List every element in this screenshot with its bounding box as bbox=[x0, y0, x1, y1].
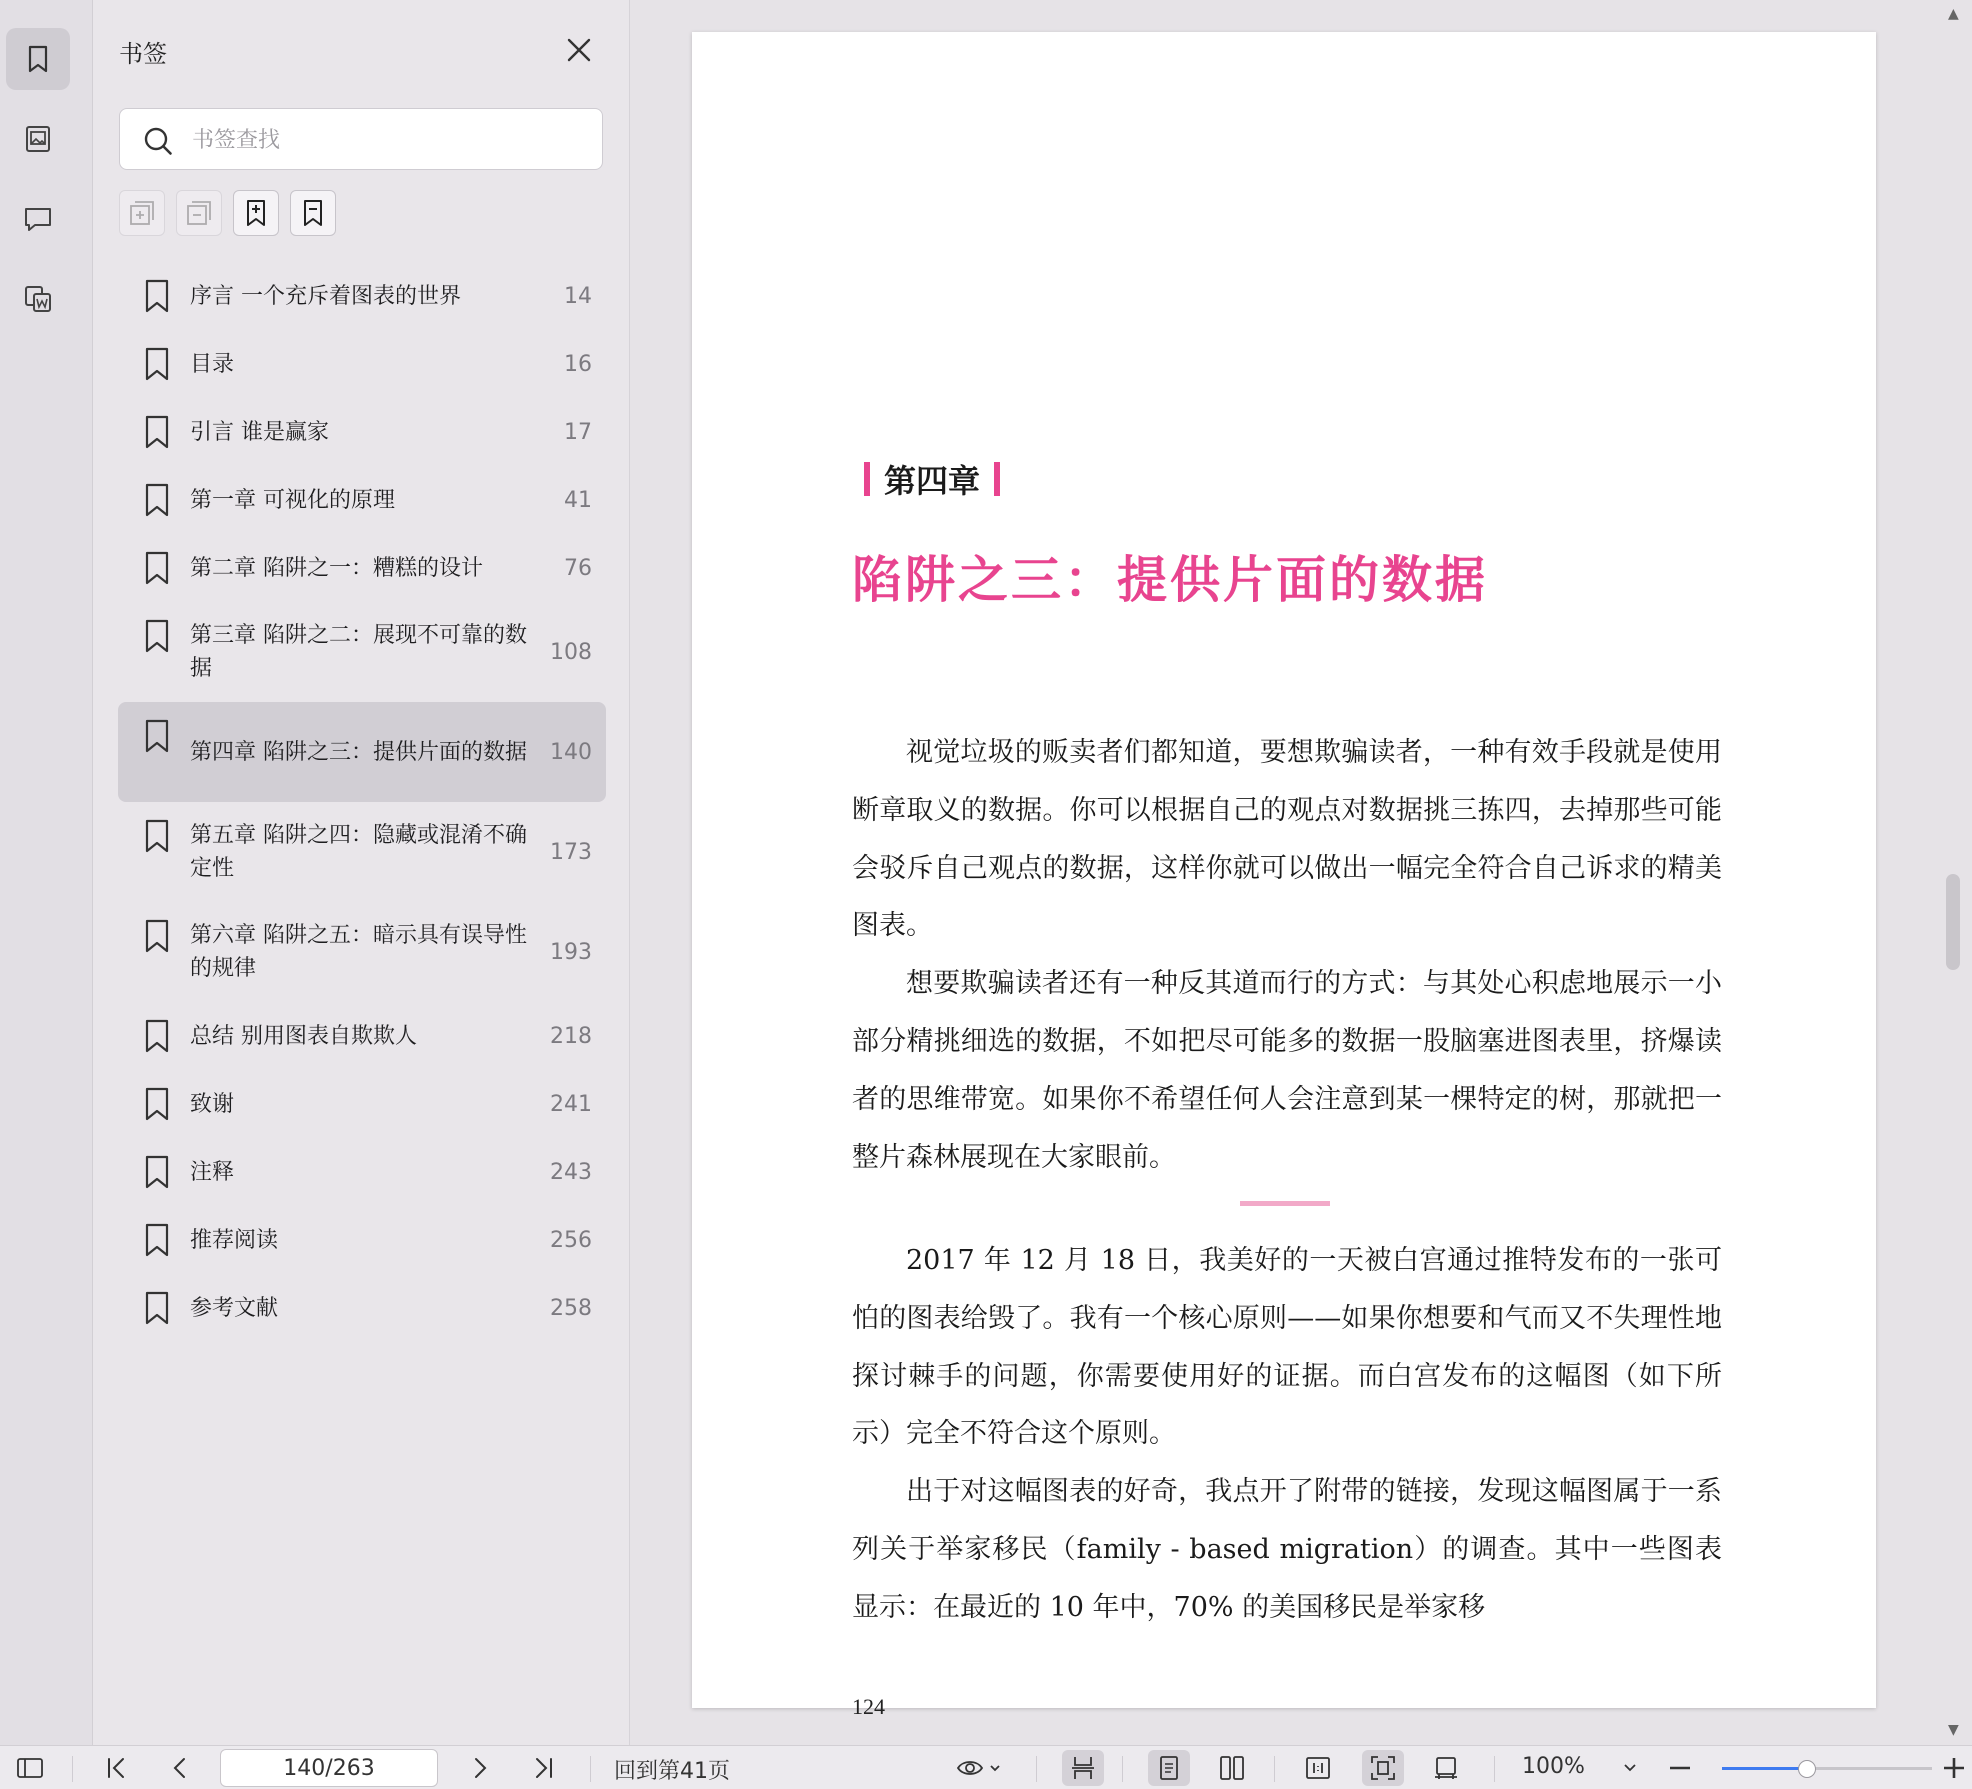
bookmark-item[interactable] bbox=[118, 702, 606, 802]
view-mode-dropdown[interactable] bbox=[950, 1750, 1010, 1786]
close-panel-button[interactable] bbox=[563, 34, 595, 66]
document-page bbox=[692, 32, 1876, 1719]
bookmark-icon bbox=[140, 1220, 174, 1260]
collapse-all-button[interactable] bbox=[176, 190, 222, 236]
chapter-title: 陷阱之三：提供片面的数据 bbox=[852, 550, 1488, 609]
bookmark-icon bbox=[140, 480, 174, 520]
bookmark-icon bbox=[140, 816, 174, 856]
bottom-toolbar bbox=[0, 1745, 1972, 1789]
vertical-scrollbar-thumb[interactable] bbox=[1946, 874, 1960, 970]
single-page-icon bbox=[1154, 1753, 1184, 1783]
bookmark-item[interactable] bbox=[118, 802, 606, 902]
bookmark-icon bbox=[140, 344, 174, 384]
bookmark-icon bbox=[140, 1084, 174, 1124]
bookmark-item[interactable] bbox=[118, 466, 606, 534]
bookmark-item[interactable] bbox=[118, 262, 606, 330]
body-section-2 bbox=[852, 1232, 1722, 1637]
chapter-tag-bar-left bbox=[864, 462, 870, 496]
bookmark-icon bbox=[140, 916, 174, 956]
bookmark-page-number: 140 bbox=[550, 739, 592, 765]
toggle-sidebar-button[interactable] bbox=[12, 1750, 48, 1786]
two-page-view-button[interactable] bbox=[1214, 1750, 1250, 1786]
bookmark-page-number: 193 bbox=[550, 939, 592, 965]
expand-all-button[interactable] bbox=[119, 190, 165, 236]
divider bbox=[1036, 1756, 1037, 1782]
bookmark-item[interactable] bbox=[118, 1138, 606, 1206]
bookmark-icon bbox=[140, 716, 174, 756]
first-page-button[interactable] bbox=[98, 1750, 134, 1786]
panel-title: 书签 bbox=[119, 40, 167, 68]
body-section-1 bbox=[852, 724, 1722, 1186]
word-convert-toggle[interactable] bbox=[6, 268, 70, 330]
minus-icon bbox=[1665, 1753, 1695, 1783]
bookmark-label: 第四章 陷阱之三：提供片面的数据 bbox=[190, 739, 527, 765]
rotate-icon bbox=[1431, 1753, 1461, 1783]
bookmark-icon bbox=[140, 412, 174, 452]
left-icon-rail bbox=[0, 0, 93, 1745]
remove-bookmark-icon bbox=[298, 198, 328, 228]
bookmark-panel bbox=[93, 0, 630, 1745]
single-page-view-button[interactable] bbox=[1148, 1750, 1190, 1786]
chevron-left-icon bbox=[165, 1753, 195, 1783]
bookmark-page-number: 173 bbox=[550, 839, 592, 865]
scroll-down-arrow[interactable]: ▼ bbox=[1948, 1722, 1959, 1738]
zoom-level[interactable]: 100% bbox=[1522, 1754, 1585, 1779]
bookmark-search-input[interactable] bbox=[190, 109, 594, 171]
chevron-down-icon bbox=[1615, 1753, 1645, 1783]
bookmark-page-number: 243 bbox=[550, 1159, 592, 1185]
bookmark-page-number: 17 bbox=[564, 419, 592, 445]
convert-to-word-icon bbox=[21, 282, 55, 316]
actual-size-button[interactable] bbox=[1300, 1750, 1336, 1786]
divider bbox=[1274, 1756, 1275, 1782]
eye-icon bbox=[955, 1753, 1005, 1783]
divider bbox=[1494, 1756, 1495, 1782]
paragraph: 2017 年 12 月 18 日，我美好的一天被白宫通过推特发布的一张可怕的图表给毁了。我有一个核心原则——如果你想要和气而又不失理性地探讨棘手的问题，你需要使用好的证据。而白宫发布的这幅图（如下所示）完全不符合这个原则。 bbox=[852, 1245, 1722, 1450]
search-icon bbox=[142, 125, 174, 157]
comment-panel-toggle[interactable] bbox=[6, 188, 70, 250]
paragraph: 视觉垃圾的贩卖者们都知道，要想欺骗读者，一种有效手段就是使用断章取义的数据。你可以根据自己的观点对数据挑三拣四，去掉那些可能会驳斥自己观点的数据，这样你就可以做出一幅完全符合自己诉求的精美图表。 bbox=[852, 737, 1722, 942]
fit-width-button[interactable] bbox=[1062, 1750, 1104, 1786]
two-page-icon bbox=[1217, 1753, 1247, 1783]
plus-icon bbox=[1939, 1753, 1969, 1783]
bookmark-item[interactable] bbox=[118, 330, 606, 398]
chapter-tag-text: 第四章 bbox=[884, 462, 981, 500]
bookmark-page-number: 218 bbox=[550, 1023, 592, 1049]
chapter-tag bbox=[864, 456, 1014, 502]
chapter-tag-bar-right bbox=[994, 462, 1000, 496]
expand-all-icon bbox=[127, 198, 157, 228]
previous-page-button[interactable] bbox=[162, 1750, 198, 1786]
bookmark-icon bbox=[140, 616, 174, 656]
divider bbox=[1122, 1756, 1123, 1782]
bookmark-label: 第六章 陷阱之五：暗示具有误导性的规律 bbox=[190, 923, 527, 981]
bookmark-page-number: 14 bbox=[564, 283, 592, 309]
bookmark-search-box bbox=[119, 108, 603, 170]
fit-width-icon bbox=[1068, 1753, 1098, 1783]
zoom-slider[interactable] bbox=[1722, 1767, 1932, 1770]
bookmark-label: 序言 一个充斥着图表的世界 bbox=[190, 283, 461, 309]
bookmark-page-number: 41 bbox=[564, 487, 592, 513]
bookmark-label: 目录 bbox=[190, 351, 235, 377]
bookmark-icon bbox=[21, 42, 55, 76]
bookmark-toolbar bbox=[119, 190, 336, 236]
next-page-button[interactable] bbox=[462, 1750, 498, 1786]
bookmark-item[interactable] bbox=[118, 1002, 606, 1070]
add-bookmark-button[interactable] bbox=[233, 190, 279, 236]
collapse-all-icon bbox=[184, 198, 214, 228]
last-page-button[interactable] bbox=[526, 1750, 562, 1786]
bookmark-page-number: 258 bbox=[550, 1295, 592, 1321]
scroll-up-arrow[interactable]: ▲ bbox=[1948, 6, 1959, 22]
actual-size-icon bbox=[1303, 1753, 1333, 1783]
bookmark-page-number: 16 bbox=[564, 351, 592, 377]
bookmark-item[interactable] bbox=[118, 602, 606, 702]
bookmark-icon bbox=[140, 1152, 174, 1192]
bookmark-list bbox=[118, 262, 606, 1342]
zoom-slider-handle[interactable] bbox=[1798, 1760, 1816, 1778]
bookmark-item[interactable] bbox=[118, 1070, 606, 1138]
bookmark-icon bbox=[140, 276, 174, 316]
bookmark-icon bbox=[140, 548, 174, 588]
close-icon bbox=[563, 34, 595, 66]
bookmark-label: 参考文献 bbox=[190, 1295, 279, 1321]
bookmark-page-number: 108 bbox=[550, 639, 592, 665]
paragraph: 出于对这幅图表的好奇，我点开了附带的链接，发现这幅图属于一系列关于举家移民（family - based migration）的调查。其中一些图表显示：在最近的 10 年中，70% 的美国移民是举家移 bbox=[852, 1476, 1722, 1623]
bookmark-panel-toggle[interactable] bbox=[6, 28, 70, 90]
add-bookmark-icon bbox=[241, 198, 271, 228]
bookmark-item[interactable] bbox=[118, 534, 606, 602]
bookmark-page-number: 256 bbox=[550, 1227, 592, 1253]
go-back-to-page-link[interactable]: 回到第41页 bbox=[614, 1759, 730, 1784]
divider bbox=[72, 1756, 73, 1782]
fit-page-icon bbox=[1368, 1753, 1398, 1783]
bookmark-label: 致谢 bbox=[190, 1091, 235, 1117]
bookmark-icon bbox=[140, 1016, 174, 1056]
chevron-right-icon bbox=[465, 1753, 495, 1783]
bookmark-item[interactable] bbox=[118, 1206, 606, 1274]
bookmark-label: 第一章 可视化的原理 bbox=[190, 487, 395, 513]
fit-page-button[interactable] bbox=[1362, 1750, 1404, 1786]
paragraph: 想要欺骗读者还有一种反其道而行的方式：与其处心积虑地展示一小部分精挑细选的数据，不如把尽可能多的数据一股脑塞进图表里，挤爆读者的思维带宽。如果你不希望任何人会注意到某一棵特定的树，那就把一整片森林展现在大家眼前。 bbox=[852, 968, 1722, 1173]
bookmark-item[interactable] bbox=[118, 1274, 606, 1342]
last-page-icon bbox=[529, 1753, 559, 1783]
zoom-out-button[interactable] bbox=[1662, 1750, 1698, 1786]
sidebar-toggle-icon bbox=[15, 1753, 45, 1783]
divider bbox=[590, 1756, 591, 1782]
zoom-in-button[interactable] bbox=[1936, 1750, 1972, 1786]
bookmark-item[interactable] bbox=[118, 902, 606, 1002]
thumbnail-icon bbox=[21, 122, 55, 156]
bookmark-label: 注释 bbox=[190, 1159, 235, 1185]
bookmark-label: 引言 谁是赢家 bbox=[190, 419, 329, 445]
bookmark-label: 总结 别用图表自欺欺人 bbox=[190, 1023, 417, 1049]
bookmark-page-number: 76 bbox=[564, 555, 592, 581]
rotate-page-button[interactable] bbox=[1428, 1750, 1464, 1786]
zoom-slider-fill bbox=[1722, 1767, 1806, 1770]
zoom-dropdown-button[interactable] bbox=[1612, 1750, 1648, 1786]
bookmark-label: 第三章 陷阱之二：展现不可靠的数据 bbox=[190, 623, 527, 681]
bookmark-label: 第五章 陷阱之四：隐藏或混淆不确定性 bbox=[190, 823, 527, 881]
first-page-icon bbox=[101, 1753, 131, 1783]
remove-bookmark-button[interactable] bbox=[290, 190, 336, 236]
printed-page-number: 124 bbox=[852, 1694, 885, 1719]
bookmark-item[interactable] bbox=[118, 398, 606, 466]
bookmark-label: 第二章 陷阱之一：糟糕的设计 bbox=[190, 555, 483, 581]
bookmark-label: 推荐阅读 bbox=[190, 1227, 279, 1253]
bookmark-icon bbox=[140, 1288, 174, 1328]
page-number-input[interactable] bbox=[220, 1749, 438, 1787]
comment-icon bbox=[21, 202, 55, 236]
thumbnail-panel-toggle[interactable] bbox=[6, 108, 70, 170]
bookmark-page-number: 241 bbox=[550, 1091, 592, 1117]
section-divider bbox=[1240, 1201, 1330, 1206]
